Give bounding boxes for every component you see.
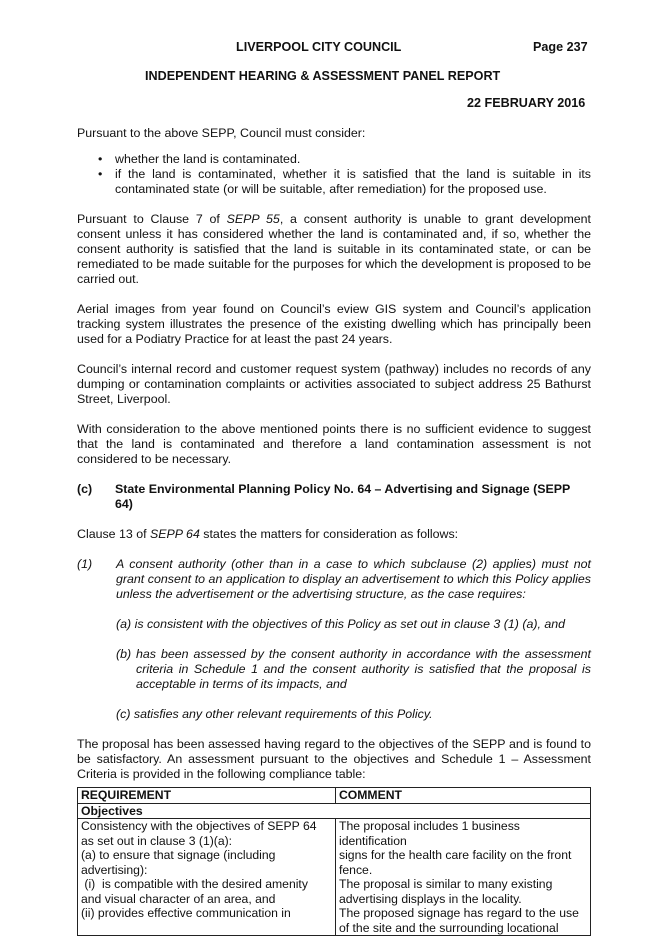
intro-paragraph: Pursuant to the above SEPP, Council must consider: xyxy=(77,126,366,140)
subclause-b xyxy=(77,647,591,692)
aerial-images-paragraph: Aerial images from year found on Council’s eview GIS system and Council’s application tracking system illustrates the presence of the existing dwelling which has principally been used for a Podiatry Practice for at least the past 24 years. xyxy=(77,302,591,346)
subclause-text: has been assessed by the consent authority in accordance with the assessment criteria in Schedule 1 and the consent authority is satisfied that the proposal is acceptable in terms of its impacts, and xyxy=(136,647,591,691)
subclause-a: (a) is consistent with the objectives of this Policy as set out in clause 3 (1) (a), and xyxy=(116,617,566,631)
bullet-icon: • xyxy=(98,152,103,166)
bullet-icon: • xyxy=(98,167,103,181)
clause-number: (1) xyxy=(77,557,93,571)
conclusion-paragraph: With consideration to the above mentioned points there is no sufficient evidence to suggest that the land is contaminated and therefore a land contamination assessment is not considered to be necessary. xyxy=(77,422,591,466)
report-date: 22 FEBRUARY 2016 xyxy=(467,96,586,110)
list-item: • whether the land is contaminated. xyxy=(98,152,301,166)
report-title: INDEPENDENT HEARING & ASSESSMENT PANEL REPORT xyxy=(145,69,501,83)
clause-1 xyxy=(77,557,591,602)
subclause-label: (b) xyxy=(116,647,132,661)
compliance-table xyxy=(77,787,591,936)
section-title: State Environmental Planning Policy No. 64 – Advertising and Signage (SEPP 64) xyxy=(114,482,571,511)
requirement-header: REQUIREMENT xyxy=(78,788,336,804)
page-number: Page 237 xyxy=(533,40,588,54)
section-letter: (c) xyxy=(77,482,93,496)
table-header-row xyxy=(78,788,591,804)
clause-text: A consent authority (other than in a case to which subclause (2) applies) must not grant consent to an application to display an advertisement to which this Policy applies unless the advertisement or the advertising structure, as the case requires: xyxy=(116,557,591,601)
table-row xyxy=(78,819,591,936)
comment-header: COMMENT xyxy=(336,788,591,804)
report-body xyxy=(77,126,591,936)
objectives-heading: Objectives xyxy=(78,803,591,819)
requirement-cell: Consistency with the objectives of SEPP 64 as set out in clause 3 (1)(a): (a) to ensure that signage (including advertising): (i) is compatible with the desired amenity and visual character of an area, and (ii) provides effective communication in xyxy=(78,819,336,936)
consideration-list xyxy=(77,152,591,197)
section-heading xyxy=(77,482,591,512)
clause13-paragraph: Clause 13 of SEPP 64 states the matters for consideration as follows: xyxy=(77,527,459,541)
records-paragraph: Council’s internal record and customer request system (pathway) includes no records of any dumping or contamination complaints or activities associated to subject address 25 Bathurst Street, Liverpool. xyxy=(77,362,591,406)
council-name: LIVERPOOL CITY COUNCIL xyxy=(236,40,402,54)
clause7-paragraph: Pursuant to Clause 7 of SEPP 55, a consent authority is unable to grant development consent unless it has considered whether the land is contaminated and, if so, whether the consent authority is satisfied that the land is suitable in its contaminated state, or can be remediated to be made suitable for the purposes for which the development is proposed to be carried out. xyxy=(77,212,592,286)
comment-cell: The proposal includes 1 business identification signs for the health care facility on the front fence. The proposal is similar to many existing advertising displays in the locality. The proposed signage has regard to the use of the site and the surrounding locational xyxy=(336,819,591,936)
list-item: • if the land is contaminated, whether it is satisfied that the land is suitable in its contaminated state (or will be suitable, after remediation) for the proposed use. xyxy=(98,167,591,196)
subclause-c: (c) satisfies any other relevant requirements of this Policy. xyxy=(116,707,433,721)
table-section-row xyxy=(78,803,591,819)
assessment-paragraph: The proposal has been assessed having regard to the objectives of the SEPP and is found to be satisfactory. An assessment pursuant to the objectives and Schedule 1 – Assessment Criteria is provided in the following compliance table: xyxy=(77,737,591,781)
